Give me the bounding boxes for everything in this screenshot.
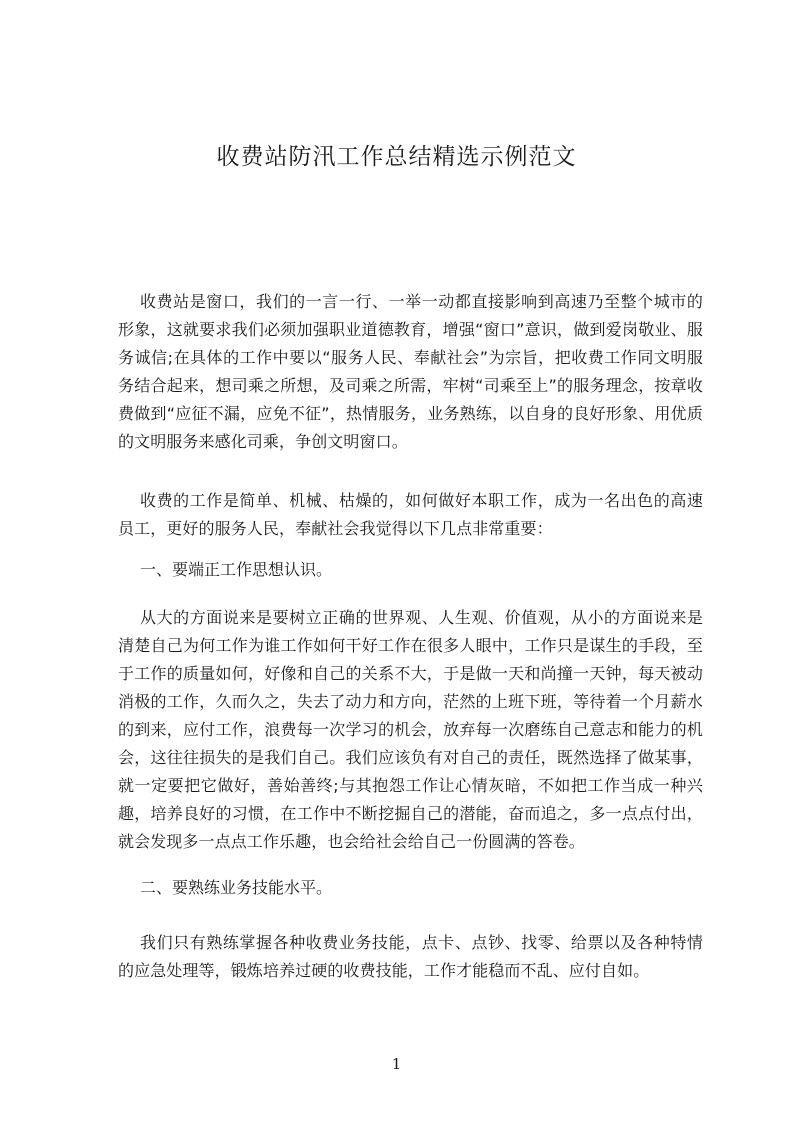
paragraph-2: 收费的工作是简单、机械、枯燥的，如何做好本职工作，成为一名出色的高速员工，更好的服务人民，奉献社会我觉得以下几点非常重要： (118, 491, 703, 538)
paragraph-1: 收费站是窗口，我们的一言一行、一举一动都直接影响到高速乃至整个城市的形象，这就要求我们必须加强职业道德教育，增强“窗口”意识，做到爱岗敬业、服务诚信;在具体的工作中要以“服务人民、奉献社会”为宗旨，把收费工作同文明服务结合起来，想司乘之所想，及司乘之所需，牢树“司乘至上”的服务理念，按章收费做到“应征不漏，应免不征”，热情服务，业务熟练，以自身的良好形象、用优质的文明服务来感化司乘，争创文明窗口。 (118, 292, 703, 451)
section-heading-1: 一、要端正工作思想认识。 (140, 560, 333, 579)
page-number: 1 (391, 1055, 402, 1073)
paragraph-4: 我们只有熟练掌握各种收费业务技能，点卡、点钞、找零、给票以及各种特情的应急处理等，锻炼培养过硬的收费技能，工作才能稳而不乱、应付自如。 (118, 933, 703, 980)
paragraph-3: 从大的方面说来是要树立正确的世界观、人生观、价值观，从小的方面说来是清楚自己为何工作为谁工作如何干好工作在很多人眼中，工作只是谋生的手段，至于工作的质量如何，好像和自己的关系不大，于是做一天和尚撞一天钟，每天被动消极的工作，久而久之，失去了动力和方向，茫然的上班下班，等待着一个月薪水的到来，应付工作，浪费每一次学习的机会，放弃每一次磨练自己意志和能力的机会，这往往损失的是我们自己。我们应该负有对自己的责任，既然选择了做某事，就一定要把它做好，善始善终;与其抱怨工作让心情灰暗，不如把工作当成一种兴趣，培养良好的习惯，在工作中不断挖掘自己的潜能，奋而追之，多一点点付出，就会发现多一点点工作乐趣，也会给社会给自己一份圆满的答卷。 (118, 608, 703, 851)
section-heading-2: 二、要熟练业务技能水平。 (140, 878, 333, 897)
paragraph-1-block (118, 288, 703, 456)
paragraph-2-block (118, 487, 703, 543)
paragraph-3-block (118, 604, 703, 856)
document-title: 收费站防汛工作总结精选示例范文 (216, 144, 577, 170)
paragraph-4-block (118, 929, 703, 985)
